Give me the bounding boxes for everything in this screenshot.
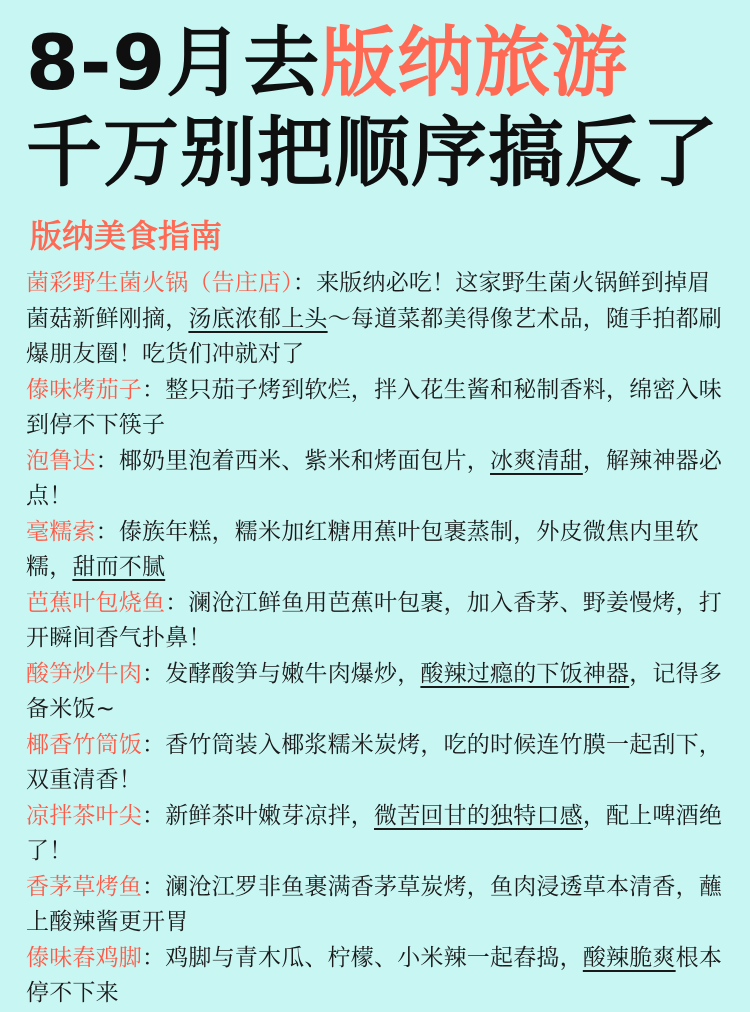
food-desc-tail: 根本停不下来 xyxy=(26,944,723,1006)
food-name: 泡鲁达 xyxy=(26,447,96,474)
food-highlight: 微苦回甘的独特口感 xyxy=(374,802,583,829)
food-name: 凉拌茶叶尖 xyxy=(26,802,142,829)
food-desc: 发酵酸笋与嫩牛肉爆炒， xyxy=(165,660,421,687)
page-title xyxy=(26,18,726,198)
food-desc-tail: ～每道菜都美得像艺术品，随手拍都刷爆朋友圈！吃货们冲就对了 xyxy=(26,305,723,367)
food-desc-tail: ，配上啤酒绝了！ xyxy=(26,802,723,864)
food-item xyxy=(26,799,726,870)
food-name: 香茅草烤鱼 xyxy=(26,873,142,900)
food-name: 傣味舂鸡脚 xyxy=(26,944,142,971)
food-list xyxy=(26,266,726,1012)
separator: ： xyxy=(142,376,166,403)
food-desc: 椰奶里泡着西米、紫米和烤面包片， xyxy=(118,447,491,474)
food-desc-tail: ，记得多备米饭~ xyxy=(26,660,723,722)
separator: ： xyxy=(142,944,166,971)
food-desc: 新鲜茶叶嫩芽凉拌， xyxy=(165,802,375,829)
food-item xyxy=(26,373,726,444)
food-desc: 香竹筒装入椰浆糯米炭烤，吃的时候连竹膜一起刮下，双重清香！ xyxy=(26,731,723,793)
title-line1-highlight: 版纳旅游 xyxy=(320,18,629,107)
food-highlight: 酸辣过瘾的下饭神器 xyxy=(420,660,630,687)
separator: ： xyxy=(95,518,119,545)
food-item xyxy=(26,266,726,373)
food-desc: 傣族年糕，糯米加红糖用蕉叶包裹蒸制，外皮微焦内里软糯， xyxy=(26,518,699,580)
food-name: 椰香竹筒饭 xyxy=(26,731,142,758)
food-highlight: 甜而不腻 xyxy=(72,554,166,580)
food-desc: 鸡脚与青木瓜、柠檬、小米辣一起舂捣， xyxy=(165,944,583,971)
food-highlight: 汤底浓郁上头 xyxy=(188,305,328,332)
food-name: 酸笋炒牛肉 xyxy=(26,660,142,687)
separator: ： xyxy=(142,660,166,687)
food-highlight: 冰爽清甜 xyxy=(490,447,583,474)
food-desc: 整只茄子烤到软烂，拌入花生酱和秘制香料，绵密入味到停不下筷子 xyxy=(26,376,723,438)
food-item xyxy=(26,444,726,515)
food-item xyxy=(26,870,726,941)
title-line2: 千万别把顺序搞反了 xyxy=(26,108,719,197)
food-item xyxy=(26,515,726,586)
food-item xyxy=(26,586,726,657)
food-item xyxy=(26,657,726,728)
title-line1 xyxy=(26,18,628,107)
separator: ： xyxy=(142,873,166,900)
food-highlight: 酸辣脆爽 xyxy=(582,944,676,971)
food-name: 芭蕉叶包烧鱼 xyxy=(26,589,166,616)
separator: ： xyxy=(165,589,189,616)
food-desc: 来版纳必吃！这家野生菌火锅鲜到掉眉 菌菇新鲜刚摘， xyxy=(26,270,711,332)
food-desc: 澜沧江罗非鱼裹满香茅草炭烤，鱼肉浸透草本清香，蘸上酸辣酱更开胃 xyxy=(26,873,723,935)
separator: ： xyxy=(142,802,166,829)
separator: ： xyxy=(142,731,166,758)
separator: ： xyxy=(95,447,119,474)
title-line1-prefix: 8-9月去 xyxy=(26,18,321,107)
food-name: 菌彩野生菌火锅（告庄店） xyxy=(26,270,293,296)
food-name: 傣味烤茄子 xyxy=(26,376,142,403)
food-item xyxy=(26,941,726,1012)
food-name: 毫糯索 xyxy=(26,518,96,545)
food-desc-tail: ，解辣神器必点！ xyxy=(26,447,723,509)
food-desc: 澜沧江鲜鱼用芭蕉叶包裹，加入香茅、野姜慢烤，打开瞬间香气扑鼻！ xyxy=(26,589,723,651)
food-item xyxy=(26,728,726,799)
separator: ： xyxy=(292,270,317,296)
section-heading: 版纳美食指南 xyxy=(30,217,223,255)
